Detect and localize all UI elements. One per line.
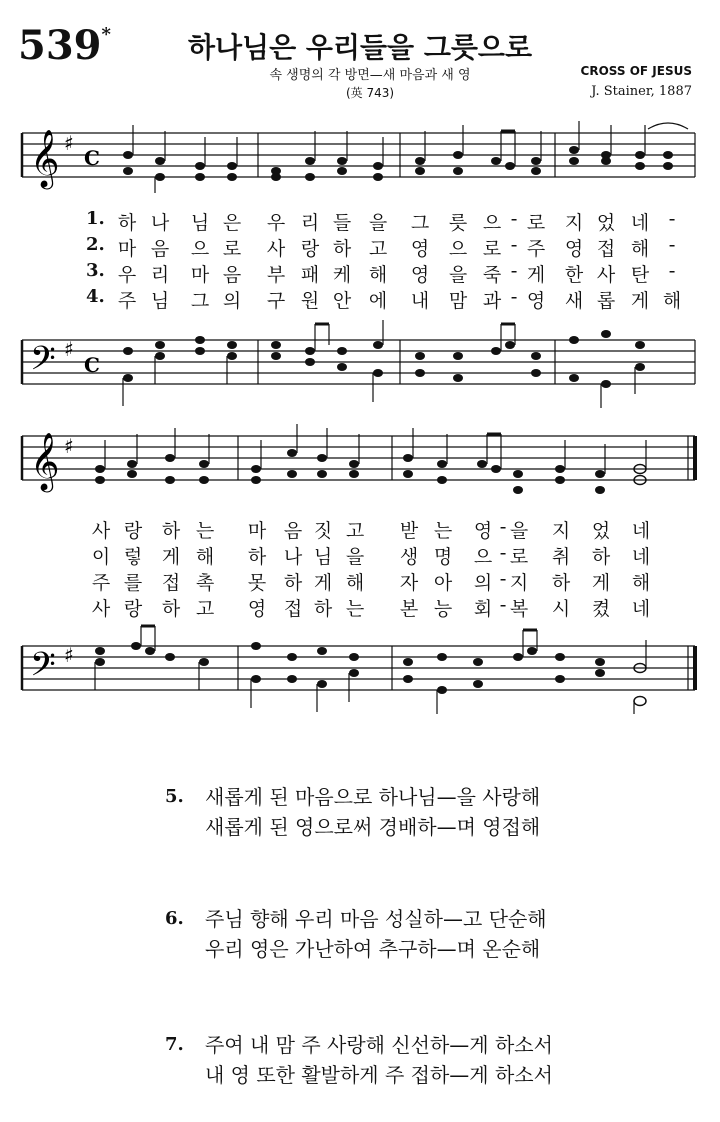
lyric-syllable: 시 (551, 598, 571, 620)
system1-lyrics (0, 208, 720, 318)
system2-verse-3 (0, 568, 720, 594)
lyric-syllable: 의 (473, 572, 493, 594)
sharp-icon: ♯ (64, 131, 74, 155)
lyric-syllable: 나 (283, 546, 303, 568)
lyric-syllable: 영 (247, 598, 267, 620)
lyric-syllable: - (499, 594, 507, 616)
lyric-syllable: 들 (332, 212, 352, 234)
lyric-syllable: 복 (509, 598, 529, 620)
time-signature-icon: C (84, 146, 100, 170)
lyric-syllable: 랑 (300, 238, 320, 260)
lyric-syllable: - (510, 286, 518, 308)
system1-bass-stems (123, 320, 635, 408)
lyric-syllable: 은 (222, 212, 242, 234)
sharp-icon: ♯ (64, 434, 74, 458)
lyric-syllable: 해 (631, 572, 651, 594)
lyric-syllable: 릇 (448, 212, 468, 234)
lyric-syllable: 접 (283, 598, 303, 620)
lyric-syllable: 하 (591, 546, 611, 568)
treble-clef-icon: 𝄞 (30, 129, 60, 187)
lyric-syllable: 네 (631, 546, 651, 568)
lyric-syllable: 사 (596, 264, 616, 286)
lyric-syllable: 그 (190, 290, 210, 312)
lyric-syllable: 해 (368, 264, 388, 286)
lyric-syllable: 리 (300, 212, 320, 234)
system2-lyrics (0, 516, 720, 626)
system1-verse-4 (0, 286, 720, 312)
system1-bass-notes (123, 330, 645, 388)
sharp-icon: ♯ (64, 643, 74, 667)
lyric-syllable: - (668, 260, 676, 282)
lyric-syllable: 명 (433, 546, 453, 568)
lyric-syllable: 하 (161, 520, 181, 542)
lyric-syllable: 을 (509, 520, 529, 542)
lyric-syllable: 해 (345, 572, 365, 594)
lyric-syllable: 탄 (630, 264, 650, 286)
lyric-syllable: 네 (630, 212, 650, 234)
verse-number: 1. (86, 208, 105, 229)
lyric-syllable: 님 (313, 546, 333, 568)
system2-treble-stems (105, 424, 646, 474)
lyric-syllable: 렇 (123, 546, 143, 568)
lyric-syllable: 사 (266, 238, 286, 260)
lyric-syllable: 게 (526, 264, 546, 286)
lyric-syllable: 하 (161, 598, 181, 620)
lyric-syllable: 짓 (313, 520, 333, 542)
lyric-syllable: 하 (332, 238, 352, 260)
system2-treble-staff (0, 418, 720, 508)
lyric-syllable: 접 (596, 238, 616, 260)
lyric-syllable: 리 (150, 264, 170, 286)
lyric-syllable: 을 (448, 264, 468, 286)
verse-line: 우리 영은 가난하여 추구하—며 온순해 (205, 937, 541, 961)
lyric-syllable: 주 (117, 290, 137, 312)
hymn-subtitle: 속 생명의 각 방면—새 마음과 새 영 (269, 68, 471, 83)
system2-verse-2 (0, 542, 720, 568)
verse-line: 내 영 또한 활발하게 주 접하—게 하소서 (205, 1063, 553, 1087)
lyric-syllable: 네 (631, 598, 651, 620)
lyric-syllable: 는 (433, 520, 453, 542)
slur-icon (648, 123, 688, 129)
hymn-number-text: 539 (18, 22, 102, 69)
lyric-syllable: 생 (399, 546, 419, 568)
lyric-syllable: 었 (591, 520, 611, 542)
verse-6 (165, 904, 685, 964)
lyric-syllable: 영 (410, 238, 430, 260)
lyric-syllable: 마 (247, 520, 267, 542)
lyric-syllable: 로 (526, 212, 546, 234)
lyric-syllable: 는 (195, 520, 215, 542)
lyric-syllable: 랑 (123, 598, 143, 620)
lyric-syllable: 영 (410, 264, 430, 286)
lyric-syllable: 해 (195, 546, 215, 568)
lyric-syllable: 촉 (195, 572, 215, 594)
system2-treble-notes (95, 449, 605, 494)
lyric-syllable: 과 (482, 290, 502, 312)
lyric-syllable: 로 (222, 238, 242, 260)
lyric-syllable: 케 (332, 264, 352, 286)
lyric-syllable: 영 (473, 520, 493, 542)
lyric-syllable: 안 (332, 290, 352, 312)
lyric-syllable: 능 (433, 598, 453, 620)
lyric-syllable: 원 (300, 290, 320, 312)
lyric-syllable: 구 (266, 290, 286, 312)
lyric-syllable: 는 (345, 598, 365, 620)
lyric-syllable: - (510, 260, 518, 282)
lyric-syllable: 사 (91, 520, 111, 542)
verse-line: 새롭게 된 마음으로 하나님—을 사랑해 (205, 785, 541, 809)
lyric-syllable: - (499, 542, 507, 564)
lyric-syllable: 켰 (591, 598, 611, 620)
lyric-syllable: 패 (300, 264, 320, 286)
lyric-syllable: 회 (473, 598, 493, 620)
lyric-syllable: 접 (161, 572, 181, 594)
tune-name: CROSS OF JESUS (580, 64, 692, 78)
lyric-syllable: 본 (399, 598, 419, 620)
verse-5 (165, 782, 685, 842)
treble-clef-icon: 𝄞 (30, 432, 60, 490)
lyric-syllable: 로 (509, 546, 529, 568)
lyric-syllable: 마 (117, 238, 137, 260)
lyric-syllable: 게 (313, 572, 333, 594)
lyric-syllable: 못 (247, 572, 267, 594)
lyric-syllable: 으 (448, 238, 468, 260)
lyric-syllable: 한 (564, 264, 584, 286)
system1-verse-3 (0, 260, 720, 286)
lyric-syllable: 음 (150, 238, 170, 260)
lyric-syllable: 랑 (123, 520, 143, 542)
lyric-syllable: - (499, 516, 507, 538)
lyric-syllable: - (510, 234, 518, 256)
lyric-syllable: 님 (190, 212, 210, 234)
lyric-syllable: 영 (564, 238, 584, 260)
verse-line: 주여 내 맘 주 사랑해 신선하—게 하소서 (205, 1033, 553, 1057)
time-signature-icon: C (84, 353, 100, 377)
lyric-syllable: 내 (410, 290, 430, 312)
lyric-syllable: 지 (551, 520, 571, 542)
verse-line: 새롭게 된 영으로써 경배하—며 영접해 (205, 815, 541, 839)
lyric-syllable: 하 (283, 572, 303, 594)
lyric-syllable: 게 (591, 572, 611, 594)
lyric-syllable: 주 (526, 238, 546, 260)
lyric-syllable: 의 (222, 290, 242, 312)
verse-number: 7. (165, 1034, 184, 1055)
lyric-syllable: 하 (117, 212, 137, 234)
lyric-syllable: 아 (433, 572, 453, 594)
lyric-syllable: 받 (399, 520, 419, 542)
verse-number: 6. (165, 908, 184, 929)
lyric-syllable: 하 (551, 572, 571, 594)
system1-verse-1 (0, 208, 720, 234)
hymn-mark: * (101, 24, 111, 45)
lyric-syllable: 네 (631, 520, 651, 542)
system1-verse-2 (0, 234, 720, 260)
lyric-syllable: - (510, 208, 518, 230)
system2-verse-1 (0, 516, 720, 542)
lyric-syllable: 을 (345, 546, 365, 568)
lyric-syllable: 님 (150, 290, 170, 312)
lyric-syllable: 죽 (482, 264, 502, 286)
lyric-syllable: 부 (266, 264, 286, 286)
english-hymn-reference: (英 743) (345, 86, 395, 100)
lyric-syllable: 을 (368, 212, 388, 234)
system1-bass-staff (0, 318, 720, 408)
lyric-syllable: 나 (150, 212, 170, 234)
lyric-syllable: - (668, 208, 676, 230)
composer: J. Stainer, 1887 (591, 84, 692, 99)
lyric-syllable: 해 (630, 238, 650, 260)
lyric-syllable: 마 (190, 264, 210, 286)
lyric-syllable: 맘 (448, 290, 468, 312)
system1-treble-staff (0, 115, 720, 195)
lyric-syllable: 게 (161, 546, 181, 568)
sharp-icon: ♯ (64, 337, 74, 361)
lyric-syllable: 하 (247, 546, 267, 568)
lyric-syllable: 지 (509, 572, 529, 594)
lyric-syllable: 으 (482, 212, 502, 234)
lyric-syllable: - (499, 568, 507, 590)
lyric-syllable: 음 (283, 520, 303, 542)
lyric-syllable: 음 (222, 264, 242, 286)
system1-treble-stems (133, 121, 645, 193)
verse-line: 주님 향해 우리 마음 성실하—고 단순해 (205, 907, 547, 931)
lyric-syllable: 취 (551, 546, 571, 568)
lyric-syllable: 고 (368, 238, 388, 260)
verse-number: 4. (86, 286, 105, 307)
lyric-syllable: 으 (190, 238, 210, 260)
lyric-syllable: 를 (123, 572, 143, 594)
lyric-syllable: 우 (266, 212, 286, 234)
verse-number: 2. (86, 234, 105, 255)
lyric-syllable: 게 (630, 290, 650, 312)
lyric-syllable: 주 (91, 572, 111, 594)
half-note-icon (634, 697, 646, 706)
lyric-syllable: 우 (117, 264, 137, 286)
bass-clef-icon: 𝄢 (30, 646, 56, 692)
lyric-syllable: 로 (482, 238, 502, 260)
system2-bass-staff (0, 624, 720, 714)
hymn-title: 하나님은 우리들을 그릇으로 (187, 31, 533, 64)
lyric-syllable: 이 (91, 546, 111, 568)
lyric-syllable: 고 (195, 598, 215, 620)
lyric-syllable: 으 (473, 546, 493, 568)
verse-number: 5. (165, 786, 184, 807)
lyric-syllable: 자 (399, 572, 419, 594)
lyric-syllable: 고 (345, 520, 365, 542)
lyric-syllable: 영 (526, 290, 546, 312)
lyric-syllable: 그 (410, 212, 430, 234)
verse-7 (165, 1030, 685, 1090)
lyric-syllable: 새 (564, 290, 584, 312)
lyric-syllable: 사 (91, 598, 111, 620)
lyric-syllable: 해 (662, 290, 682, 312)
system2-bass-stems (95, 626, 646, 714)
lyric-syllable: 지 (564, 212, 584, 234)
lyric-syllable: 었 (596, 212, 616, 234)
lyric-syllable: 롭 (596, 290, 616, 312)
verse-number: 3. (86, 260, 105, 281)
lyric-syllable: 에 (368, 290, 388, 312)
lyric-syllable: - (668, 234, 676, 256)
system2-verse-4 (0, 594, 720, 620)
bass-clef-icon: 𝄢 (30, 340, 56, 386)
lyric-syllable: 하 (313, 598, 333, 620)
